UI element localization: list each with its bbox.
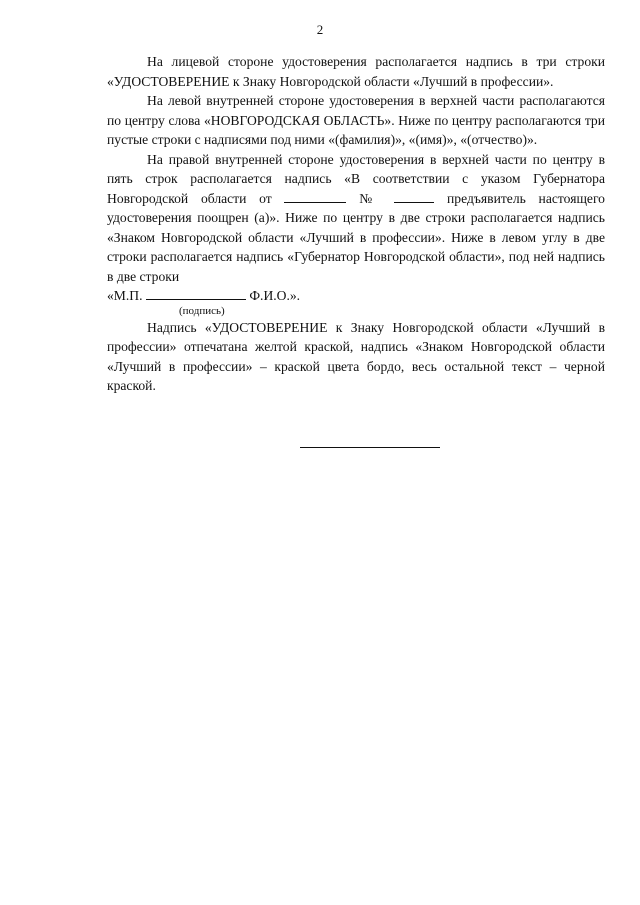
stamp-label: «М.П.: [107, 288, 143, 303]
date-blank-line: [284, 190, 346, 203]
signature-caption: (подпись): [179, 304, 225, 317]
right-side-text-start: На правой внутренней стороне удостоверения в верхней части по центру в пять строк располагается надпись «В соответствии с указом Губернатора Новгородской области от: [107, 151, 605, 206]
right-side-text-end: предъявитель настоящего удостоверения поощрен (а)». Ниже по центру в две строки располагается надпись «Знаком Новгородской области «Лучший в профессии». Ниже в левом углу в две строки располагается надпись «Губернатор Новгородской области», под ней надпись в две строки: [107, 190, 605, 284]
paragraph-print-colors: Надпись «УДОСТОВЕРЕНИЕ к Знаку Новгородской области «Лучший в профессии» отпечатана желтой краской, надпись «Знаком Новгородской области «Лучший в профессии» – краской цвета бордо, весь остальной текст – черной краской.: [107, 319, 605, 393]
document-body: [107, 52, 605, 396]
paragraph-right-inner-side: [107, 150, 605, 287]
full-name-label: Ф.И.О.».: [249, 288, 301, 303]
signature-blank-line: [146, 287, 246, 300]
paragraph-left-inner-side: На левой внутренней стороне удостоверения в верхней части располагаются по центру слова «НОВГОРОДСКАЯ ОБЛАСТЬ». Ниже по центру располагаются три пустые строки с надписями под ними «(фамилия)», «(имя)», «(отчество)».: [107, 93, 605, 147]
page-number: 2: [316, 22, 324, 37]
paragraph-front-side: На лицевой стороне удостоверения располагается надпись в три строки «УДОСТОВЕРЕНИЕ к Знаку Новгородской области «Лучший в профессии».: [107, 54, 605, 89]
number-sign: №: [359, 190, 382, 206]
number-blank-line: [394, 190, 434, 203]
closing-divider-line: [300, 447, 440, 448]
